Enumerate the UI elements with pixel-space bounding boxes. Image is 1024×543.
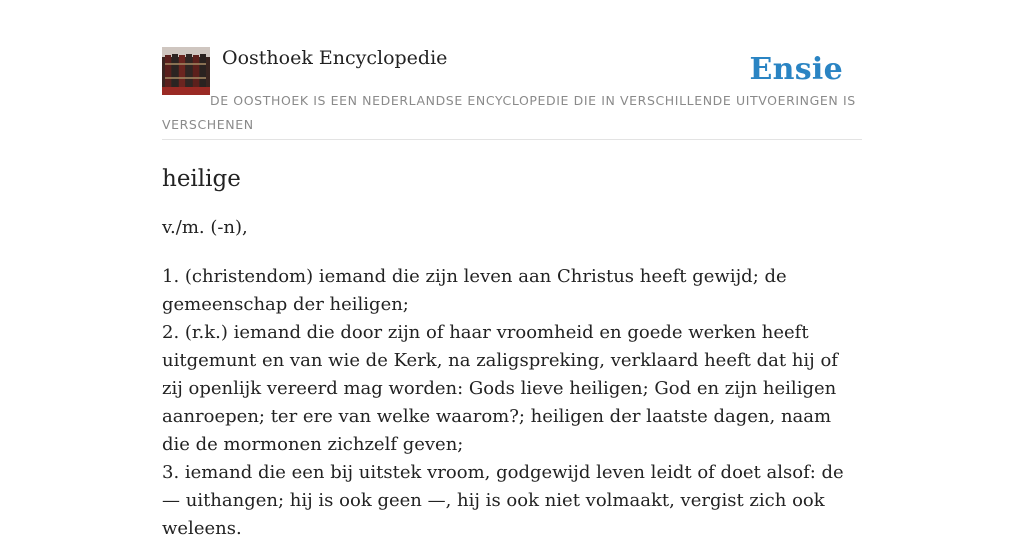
content — [162, 46, 862, 543]
site-title[interactable]: Oosthoek Encyclopedie — [222, 47, 448, 69]
entry-grammar: v./m. (-n), — [162, 217, 248, 238]
entry-sense: 1. (christendom) iemand die zijn leven aan Christus heeft gewijd; de gemeenschap der heiligen; — [162, 266, 787, 315]
bookshelf-icon — [162, 47, 210, 95]
encyclopedia-books-avatar[interactable] — [162, 47, 210, 95]
entry-sense: 3. iemand die een bij uitstek vroom, godgewijd leven leidt of doet alsof: de — uithangen; hij is ook geen —, hij is ook niet volmaakt, vergist zich ook weleens. — [162, 462, 844, 539]
dictionary-entry — [162, 164, 862, 543]
ensie-logo[interactable]: Ensie — [749, 52, 843, 87]
entry-senses — [162, 263, 862, 543]
entry-headword: heilige — [162, 166, 241, 192]
site-header — [162, 46, 862, 140]
site-tagline: DE OOSTHOEK IS EEN NEDERLANDSE ENCYCLOPEDIE DIE IN VERSCHILLENDE UITVOERINGEN IS VERSCHENEN — [162, 93, 856, 132]
entry-sense: 2. (r.k.) iemand die door zijn of haar vroomheid en goede werken heeft uitgemunt en van wie de Kerk, na zaligspreking, verklaard heeft dat hij of zij openlijk vereerd mag worden: Gods lieve heiligen; God en zijn heiligen aanroepen; ter ere van welke waarom?; heiligen der laatste dagen, naam die de mormonen zichzelf geven; — [162, 322, 838, 455]
